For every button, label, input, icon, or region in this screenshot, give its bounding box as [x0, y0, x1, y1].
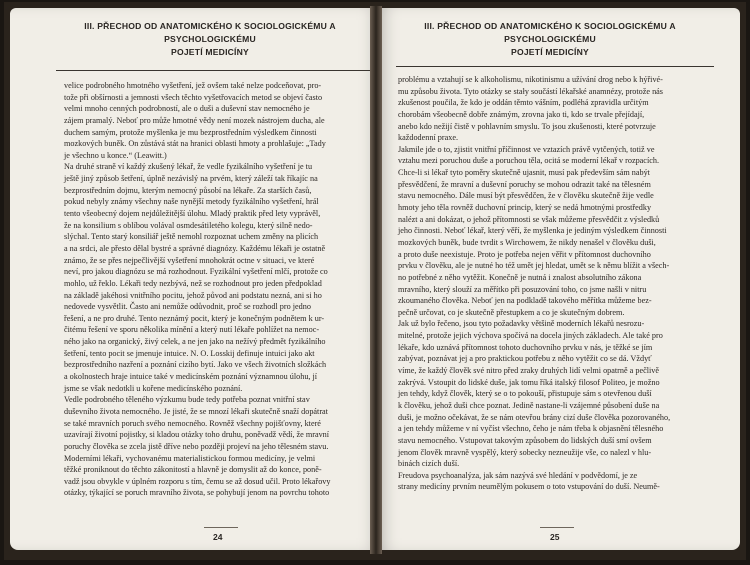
text-line: je všechno u konce.“ (Leawitt.): [64, 150, 167, 160]
body-text-right: [398, 74, 714, 493]
text-line: velice podrobného hmotného vyšetření, jež ovšem také nelze podceňovat, pro-: [64, 81, 322, 90]
book-spread: [4, 2, 746, 560]
text-line: chorobám všeobecně dobře známým, zrovna jako ti, kdo se trvale přejídají,: [398, 109, 645, 119]
text-line: duševního života nemocného. Je jisté, že se mnozí lékaři skutečně snaží dopátrat: [64, 406, 328, 416]
text-line: jen tehdy, když člověk, který se o to pokouší, přistupuje sám s otevřenou duší: [398, 389, 652, 399]
text-line: prvku v člověku, ale je nutné ho též umět jej hledat, umět se k němu blížit a všech-: [398, 261, 670, 271]
text-line: Na druhé straně ví každý zkušený lékař, že vedle fyzikálního vyšetření je tu: [64, 162, 313, 172]
book-gutter: [370, 6, 382, 554]
text-line: poruchy člověka se zcela jistě dříve nebo později projeví na jeho tělesném stavu.: [64, 441, 329, 451]
text-line: řešení, a ne pro druhé. Tento neznámý pocit, který je konečným podnětem k ur-: [64, 313, 325, 323]
text-line: duši, je možno očekávat, že se nám otevřou brány cizí duše člověka pozorovaného,: [398, 412, 671, 422]
footer-rule: [540, 527, 574, 528]
text-line: vadž jsou obvykle v úplném rozporu s tím, čemu se až dosud učil. Proto lékařovy: [64, 476, 331, 486]
text-line: stavu nemocného. Dále musí být přesvědčen, že v člověku skutečně žije vedle: [398, 191, 654, 201]
text-line: no potřebné z něho vytěžit. Konečně je nutná i znalost absolutního zákona: [398, 272, 642, 282]
header-line-2: POJETÍ MEDICÍNY: [171, 47, 249, 57]
text-line: známo, že se přes nejpečlivější vyšetření mnohokrát octne v situaci, ve které: [64, 255, 315, 265]
text-line: jenom člověk mravně vyspělý, který sobecky nezneužije vše, co nalezl v hlu-: [398, 447, 652, 457]
text-line: Vedle podrobného těleného výzkumu bude tedy potřeba poznat vnitřní stav: [64, 395, 310, 405]
text-line: mu způsobu života. Tyto otázky se stały součástí lékařské anamnézy, protože nás: [398, 86, 663, 96]
header-rule: [56, 70, 374, 71]
body-text-left: [64, 80, 370, 499]
text-line: a okolnostech hraje intuice také v medicínském poznání významnou úlohu, jí: [64, 372, 318, 382]
text-line: slýchal. Tento starý konsiliář ještě nemohl rozpoznat uchem změny na plicích: [64, 232, 319, 242]
text-line: zabývat, poznávat jej a pro praktickou potřebu z něho vytěžit co se dá. Vždyť: [398, 354, 652, 364]
text-line: ného jako na organický, živý celek, a ne jen jako na nežívý předmět fyzikálního: [64, 337, 326, 347]
text-line: a na srdci, ale přesto dělal bystré a správné diagnózy. Každému lékaři je ostatně: [64, 243, 326, 253]
text-line: nedovede vysvětlit. Často ani nemůže odůvodnit, proč se rozhodl pro jedno: [64, 302, 311, 312]
text-line: šetření, tento pocit se jmenuje intuice. N. O. Losskij definuje intuici jako akt: [64, 348, 315, 358]
footer-rule: [204, 527, 238, 528]
text-line: Jakmile jde o to, zjistit vnitřní příčinnost ve vztazích právě vytčených, totiž ve: [398, 144, 655, 154]
text-line: Moderními lékaři, vychovanému materialistickou formou medicíny, je velmi: [64, 453, 316, 463]
page-number: 24: [213, 532, 223, 542]
text-line: zájem pramalý. Neboť pro může hmotné vědy není mozek nástrojem ducha, ale: [64, 115, 325, 125]
text-line: nalézt a ani dokázat, o jehož přítomnosti se však můžeme přesvědčit z výsledků: [398, 214, 660, 224]
text-line: anebo kdo nežijí čistě v pohlavním smyslu. To jsou zkušenosti, které potvrzuje: [398, 121, 656, 131]
text-line: strany medicíny prvním neumělým pokusem o toto vstupování do duší. Neumě-: [398, 482, 660, 492]
text-line: Freudova psychoanalýza, jak sám nazývá své hledání v podvědomí, je ze: [398, 470, 638, 480]
running-header-right: [400, 20, 700, 59]
text-line: bezprostředním dojmu, kterým nemocný působí na lékaře. Za starších časů,: [64, 185, 312, 195]
text-line: problému a vztahují se k alkoholismu, nikotinismu a užívání drog nebo k hýřivé-: [398, 75, 663, 84]
text-line: a proto duše neexistuje. Proto je potřeba nejen věřit v přítomnost duchovního: [398, 249, 651, 259]
text-line: každodenní praxe.: [398, 133, 459, 143]
text-line: zkoumaného člověka. Neboť jen na podkladě takového měřítka můžeme bez-: [398, 296, 652, 306]
text-line: stavu nemocného. Vstupovat takovým způsobem do lidských duší smí ovšem: [398, 435, 652, 445]
text-line: mravního, který slouží za měřítko při posuzování toho, co jsme našli v nitru: [398, 284, 647, 294]
text-line: na základě jakéhosi vnitřního pocitu, jehož původ ani podstatu nezná, ani si ho: [64, 290, 322, 300]
text-line: Jak už bylo řečeno, jsou tyto požadavky většině moderních lékařů nesrozu-: [398, 319, 645, 329]
text-line: ještě jiný způsob šetření, úplně nezávislý na prvém, který záleží tak říkajíc na: [64, 174, 318, 184]
text-line: mitelné, protože jejich výchova spočívá na docela jiných základech. Ale také pro: [398, 331, 663, 341]
text-line: neví, pro jakou diagnózu se má rozhodnout. Fyzikální vyšetření mlčí, protože co: [64, 267, 328, 277]
text-line: těžké proniknout do těchto zákonitostí a hlavně je domyslit až do konce, poně-: [64, 465, 322, 475]
text-line: a jen tehdy můžeme v ní vyčíst všechno, čeho je nám třeba k objasnění tělesného: [398, 424, 664, 434]
header-rule: [396, 66, 714, 67]
text-line: že na konsilium s oblíbou volával osmdesátiletého kolegu, který silně nedo-: [64, 220, 313, 230]
text-line: lékaře, kdo uznává přítomnost tohoto duchovního prvku v nás, je těžké se jím: [398, 342, 653, 352]
text-line: pečně určovat, co je skutečně přestupkem a co je skutečným dobrem.: [398, 307, 625, 317]
text-line: tento všeobecný dojem nejdůležitější úlohu. Mladý praktik před lety vyprávěl,: [64, 209, 321, 219]
header-line-1: III. PŘECHOD OD ANATOMICKÉHO K SOCIOLOGICKÉMU A PSYCHOLOGICKÉMU: [424, 21, 676, 44]
text-line: hmoty jeho těla rovněž duchovní princip, který se nedá hmotnými prostředky: [398, 203, 652, 213]
text-line: přesvědčení, že mravní a duševní poruchy se mohou odrazit také na tělesném: [398, 179, 651, 189]
header-line-1: III. PŘECHOD OD ANATOMICKÉHO K SOCIOLOGICKÉMU A PSYCHOLOGICKÉMU: [84, 21, 336, 44]
text-line: otázky, týkající se poruch mravního života, se pohybují jenom na povrchu tohoto: [64, 488, 330, 498]
text-line: pokud nebyly známy všechny naše nynější metody fyzikálního vyšetření, hrál: [64, 197, 319, 207]
page-number: 25: [550, 532, 560, 542]
text-line: duchem samým, protože myšlenka je mu bezprostředním výsledkem činnosti: [64, 127, 317, 137]
text-line: mohlo, už řeklo. Lékaři tedy nezbývá, než se rozhodnout pro jeden předpoklad: [64, 278, 322, 288]
text-line: mozkových buněk. On zůstává stát na hranici oblasti hmoty a prohlašuje: „Tady: [64, 139, 326, 149]
text-line: se také mravních poruch svého nemocného. Rovněž všechny pojišťovny, které: [64, 418, 321, 428]
header-line-2: POJETÍ MEDICÍNY: [511, 47, 589, 57]
text-line: čitému řešení ve sporu několika mínění a který nutí lékaře pohlížet na nemoc-: [64, 325, 320, 335]
text-line: jeho činnosti. Neboť lékař, který věří, že myšlenka je jediným výsledkem činnosti: [398, 226, 667, 236]
text-line: mozkových buněk, bude tvrdit s Wirchowem, že nikdy nenašel v člověku duši,: [398, 237, 656, 247]
text-line: zkušenost poučila, že kdo je oddán těmto vášním, podléhá zpravidla určitým: [398, 98, 649, 108]
text-line: jsme se však nedotkli u kořene medicínského poznání.: [64, 383, 243, 393]
text-line: víme, že každý člověk své nitro před zraky druhých lidí velmi opatrně a pečlivě: [398, 366, 659, 376]
text-line: k člověku, jehož duši chce poznat. Jedině nastane-li vzájemné působení duše na: [398, 400, 660, 410]
running-header-left: [56, 20, 364, 59]
text-line: vztahu mezi poruchou duše a poruchou těla, ocitá se moderní lékař v rozpacích.: [398, 156, 659, 166]
right-page: [376, 8, 740, 550]
left-page: [10, 8, 382, 550]
text-line: Chce-li si lékař tyto poměry skutečně ujasnit, musí pak především sám nabýt: [398, 168, 650, 178]
text-line: velmi mnoho cenných podrobností, ale o duši a duševní stav nemocného je: [64, 104, 310, 114]
text-line: tože při obšírnosti a jemnosti všech těchto vyšetřovacích metod se objeví často: [64, 92, 323, 102]
text-line: zakrývá. Vstoupit do lidské duše, jak tomu říká italský filosof Politeo, je možno: [398, 377, 660, 387]
text-line: uzavírají životní pojistky, si kladou otázky toho druhu, poněvadž vědí, že mravní: [64, 430, 330, 440]
text-line: bezprostředního nazření a poznání cizího bytí. Jako ve všech životních složkách: [64, 360, 327, 370]
text-line: binách cizích duší.: [398, 459, 460, 469]
